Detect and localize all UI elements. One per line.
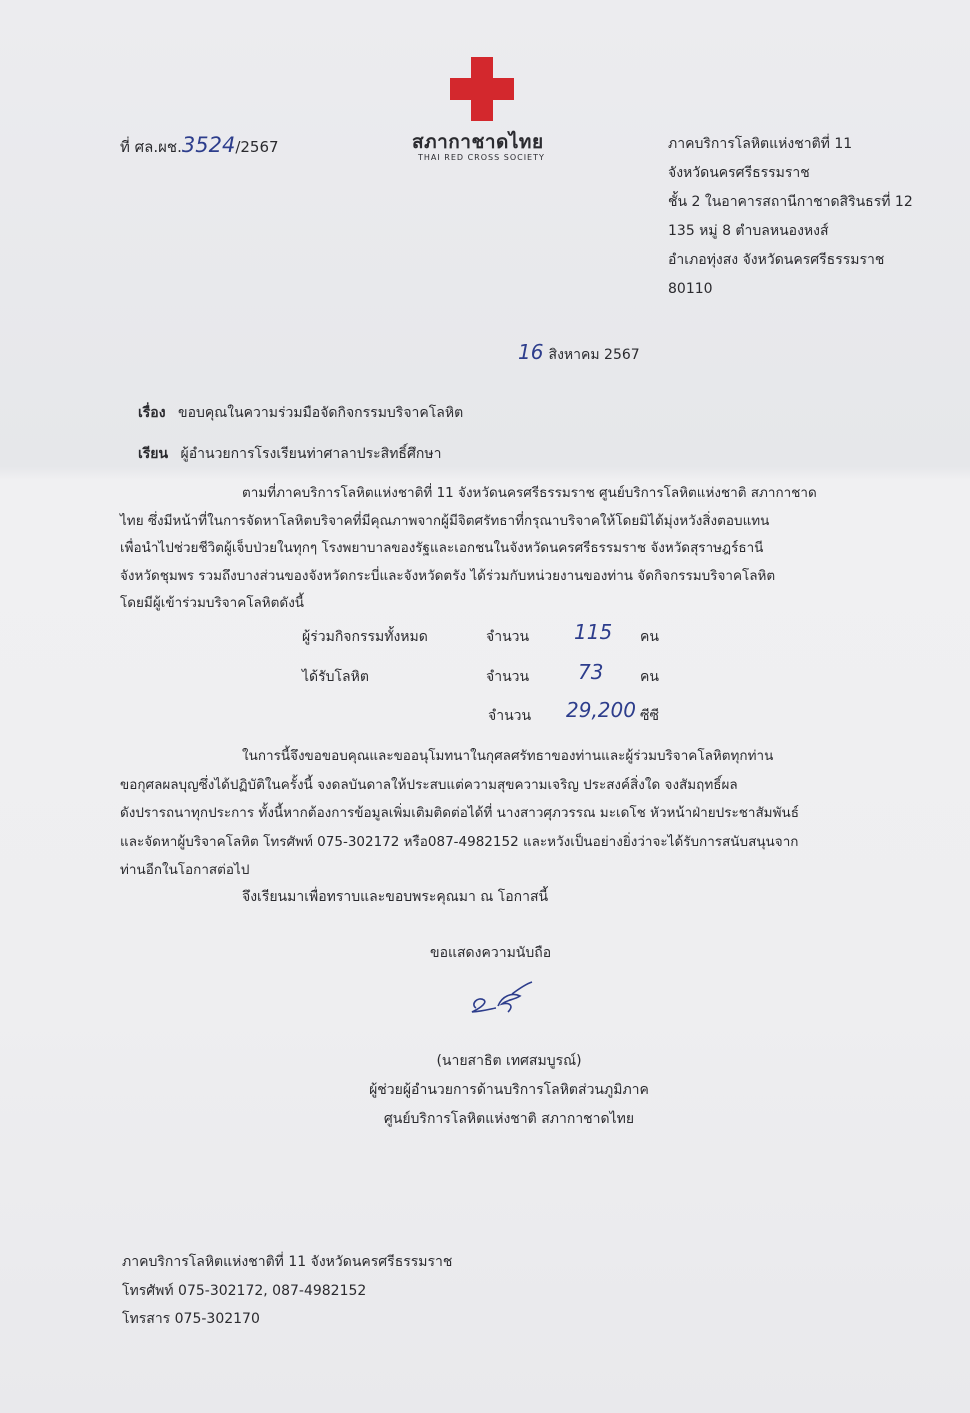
body-paragraph-1 [120,480,900,618]
ref-prefix: ที่ ศล.ผช. [120,138,182,156]
stat-qty-label: จำนวน [488,708,532,724]
signer-name: (นายสาธิต เทศสมบูรณ์) [436,1053,582,1069]
paragraph-line: ท่านอีกในโอกาสต่อไป [120,862,250,878]
stat-value-handwritten: 73 [578,660,604,684]
paragraph-line: จังหวัดชุมพร รวมถึงบางส่วนของจังหวัดกระบี่และจังหวัดตรัง ได้ร่วมกับหน่วยงานของท่าน จัดกิจกรรมบริจาคโลหิต [120,567,776,584]
handwritten-signature [462,978,542,1022]
recipient-label: เรียน [138,446,169,462]
red-cross-logo-icon [450,57,514,121]
address-line: อำเภอทุ่งสง จังหวัดนครศรีธรรมราช [668,252,885,268]
closing-line: จึงเรียนมาเพื่อทราบและขอบพระคุณมา ณ โอกาสนี้ [242,889,549,905]
paragraph-line: ตามที่ภาคบริการโลหิตแห่งชาติที่ 11 จังหวัดนครศรีธรรมราช ศูนย์บริการโลหิตแห่งชาติ สภากาชาด [242,485,817,501]
paragraph-line: โดยมีผู้เข้าร่วมบริจาคโลหิตดังนี้ [120,595,305,611]
subject-line [138,402,463,424]
address-line: 135 หมู่ 8 ตำบลหนองหงส์ [668,223,829,239]
org-name-en: THAI RED CROSS SOCIETY [418,153,545,162]
salutation: ขอแสดงความนับถือ [430,945,552,961]
stat-unit: คน [640,629,659,645]
subject-text: ขอบคุณในความร่วมมือจัดกิจกรรมบริจาคโลหิต [178,405,464,421]
address-line: จังหวัดนครศรีธรรมราช [668,165,810,181]
stat-qty-label: จำนวน [486,629,530,645]
footer-contact [122,1248,452,1334]
stat-label: ผู้ร่วมกิจกรรมทั้งหมด [302,629,428,645]
subject-label: เรื่อง [138,405,166,421]
stats-row [302,660,682,692]
stats-row [302,620,682,652]
date-month-year: สิงหาคม 2567 [548,347,640,363]
footer-line: โทรสาร 075-302170 [122,1311,260,1327]
reference-number [120,133,279,159]
address-line: 80110 [668,281,713,297]
stat-value-handwritten: 115 [574,620,613,644]
recipient-line [138,443,441,465]
paragraph-line: ดังปรารถนาทุกประการ ทั้งนี้หากต้องการข้อมูลเพิ่มเติมติดต่อได้ที่ นางสาวศุภวรรณ มะเดโช หัวหน้าฝ่ายประชาสัมพันธ์ [120,805,799,821]
paragraph-line: ในการนี้จึงขอขอบคุณและขออนุโมทนาในกุศลศรัทธาของท่านและผู้ร่วมบริจาคโลหิตทุกท่าน [242,748,774,764]
sender-address [668,130,913,304]
paragraph-line: ขอกุศลผลบุญซึ่งได้ปฏิบัติในครั้งนี้ จงดลบันดาลให้ประสบแต่ความสุขความเจริญ ประสงค์สิ่งใด จงสัมฤทธิ์ผล [120,776,738,793]
signer-position-2: ศูนย์บริการโลหิตแห่งชาติ สภากาชาดไทย [383,1111,635,1127]
stat-qty-label: จำนวน [486,669,530,685]
recipient-text: ผู้อำนวยการโรงเรียนท่าศาลาประสิทธิ์ศึกษา [180,446,442,462]
stat-unit: คน [640,669,659,685]
ref-suffix: /2567 [235,138,279,156]
stats-row [302,698,682,731]
footer-line: ภาคบริการโลหิตแห่งชาติที่ 11 จังหวัดนครศรีธรรมราช [122,1254,453,1270]
letter-date [518,340,640,366]
date-day-handwritten: 16 [518,340,544,364]
address-line: ภาคบริการโลหิตแห่งชาติที่ 11 [668,136,853,152]
paragraph-line: เพื่อนำไปช่วยชีวิตผู้เจ็บป่วยในทุกๆ โรงพยาบาลของรัฐและเอกชนในจังหวัดนครศรีธรรมราช จังหวัดสุราษฎร์ธานี [120,540,764,556]
footer-line: โทรศัพท์ 075-302172, 087-4982152 [122,1282,367,1299]
org-name-th: สภากาชาดไทย [412,131,544,153]
signer-position-1: ผู้ช่วยผู้อำนวยการด้านบริการโลหิตส่วนภูมิภาค [369,1082,649,1098]
stat-unit: ซีซี [640,708,660,724]
paragraph-line: และจัดหาผู้บริจาคโลหิต โทรศัพท์ 075-302172 หรือ087-4982152 และหวังเป็นอย่างยิ่งว่าจะได้รับการสนับสนุนจาก [120,833,799,850]
ref-number-handwritten: 3524 [181,133,236,157]
stat-label: ได้รับโลหิต [302,669,369,685]
stat-value-handwritten: 29,200 [566,698,636,722]
address-line: ชั้น 2 ในอาคารสถานีกาชาดสิรินธรที่ 12 [668,194,913,210]
paragraph-line: ไทย ซึ่งมีหน้าที่ในการจัดหาโลหิตบริจาคที่มีคุณภาพจากผู้มีจิตศรัทธาที่กรุณาบริจาคให้โดยมิได้มุ่งหวังสิ่งตอบแทน [120,512,770,529]
body-paragraph-2 [120,742,910,885]
